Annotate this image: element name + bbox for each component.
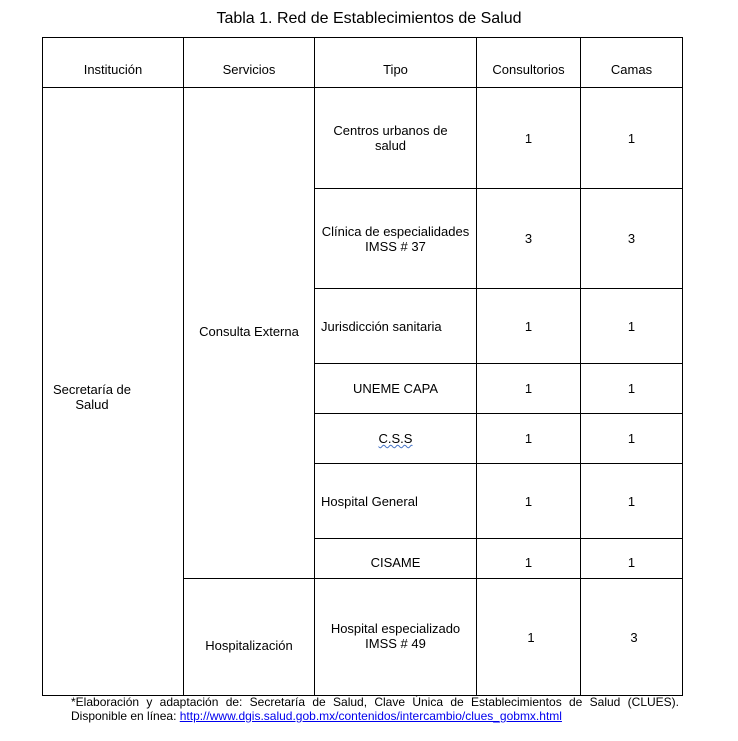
header-consultorios: Consultorios — [477, 38, 581, 88]
tipo-cell: CISAME — [315, 539, 477, 579]
consultorios-cell: 3 — [477, 189, 581, 289]
institucion-cell — [43, 88, 184, 696]
camas-cell: 1 — [581, 289, 683, 364]
consultorios-cell: 1 — [477, 364, 581, 414]
servicio-hospitalizacion-cell: Hospitalización — [184, 579, 315, 696]
consultorios-cell: 1 — [477, 579, 581, 696]
tipo-cell: Hospital especializado IMSS # 49 — [315, 579, 477, 696]
camas-cell: 1 — [581, 364, 683, 414]
header-camas: Camas — [581, 38, 683, 88]
header-servicios: Servicios — [184, 38, 315, 88]
tipo-cell: Centros urbanos de salud — [315, 88, 477, 189]
tipo-cell: UNEME CAPA — [315, 364, 477, 414]
camas-cell: 1 — [581, 464, 683, 539]
tipo-cell: Clínica de especialidades IMSS # 37 — [315, 189, 477, 289]
table-title: Tabla 1. Red de Establecimientos de Salud — [216, 10, 522, 27]
footnote-availability — [71, 709, 679, 723]
tipo-cell: Hospital General — [315, 464, 477, 539]
footnote — [71, 695, 679, 723]
clues-link[interactable]: http://www.dgis.salud.gob.mx/contenidos/intercambio/clues_gobmx.html — [179, 709, 562, 723]
camas-cell: 3 — [581, 189, 683, 289]
tipo-cell: Jurisdicción sanitaria — [315, 289, 477, 364]
camas-cell: 1 — [581, 414, 683, 464]
footnote-source: *Elaboración y adaptación de: Secretaría de Salud, Clave Única de Establecimientos de Salud (CLUES). — [71, 695, 679, 709]
health-facilities-table — [42, 37, 683, 696]
consultorios-cell: 1 — [477, 88, 581, 189]
footnote-prefix: Disponible en línea: — [71, 709, 180, 723]
camas-cell: 1 — [581, 539, 683, 579]
camas-cell: 1 — [581, 88, 683, 189]
tipo-text-css: C.S.S — [378, 431, 413, 446]
camas-cell: 3 — [581, 579, 683, 696]
consultorios-cell: 1 — [477, 464, 581, 539]
consultorios-cell: 1 — [477, 289, 581, 364]
consultorios-cell: 1 — [477, 414, 581, 464]
table-row — [43, 88, 683, 189]
tipo-cell — [315, 414, 477, 464]
header-tipo: Tipo — [315, 38, 477, 88]
institucion-text: Secretaría de Salud — [52, 381, 132, 412]
servicio-consulta-cell: Consulta Externa — [184, 88, 315, 579]
header-institucion: Institución — [43, 38, 184, 88]
table-header-row — [43, 38, 683, 88]
consultorios-cell: 1 — [477, 539, 581, 579]
